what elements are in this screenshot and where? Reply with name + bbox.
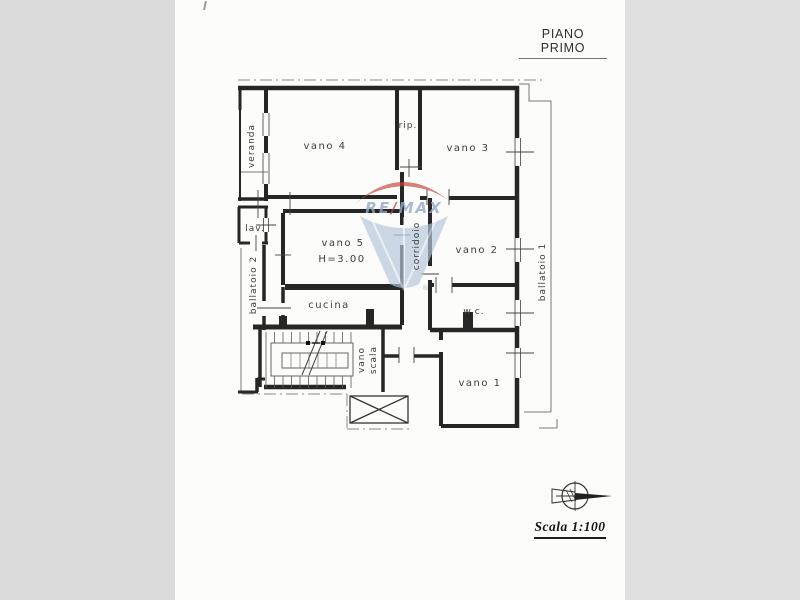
shaft-cross-icon [350,396,408,423]
room-label-veranda: veranda [247,123,257,169]
staircase [266,331,353,388]
room-label-vano-1: vano 1 [458,378,502,389]
room-label-vano-5-height: H=3.00 [318,254,366,265]
watermark-brand-text: RE/MAX [365,199,443,217]
room-label-vano-5: vano 5 [321,238,365,249]
room-label-vano-2: vano 2 [455,245,499,256]
stair-direction-dot [306,341,310,345]
room-label-ballatoio-2: ballatoio 2 [249,255,259,315]
room-label-lav: lav. [245,224,265,234]
scale-label: Scala 1:100 [534,519,606,539]
room-label-ballatoio-1: ballatoio 1 [538,242,548,302]
room-label-vano-scala-2: scala [369,345,379,375]
room-label-cucina: cucina [308,300,350,311]
room-label-wc: w.c. [463,307,485,317]
page-title: PIANO PRIMO [519,27,607,59]
north-arrow-icon [552,481,612,511]
room-label-corridoio: corridoio [412,221,422,271]
room-label-vano-4: vano 4 [303,141,347,152]
room-label-vano-scala-1: vano [357,346,367,374]
watermark-registered-mark: ® [422,284,429,292]
room-label-rip: rip. [398,121,418,131]
stair-direction-dot [321,341,325,345]
remax-watermark [353,182,455,292]
room-label-vano-3: vano 3 [446,143,490,154]
